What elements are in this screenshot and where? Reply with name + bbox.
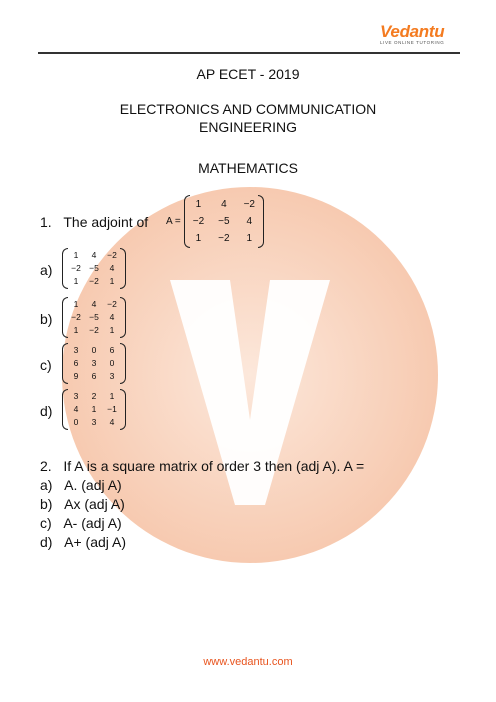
matrix-cell: 6 [73,358,79,368]
option-text: A. (adj A) [64,477,122,493]
matrix-cell: 4 [109,312,115,322]
question-number: 1. [40,214,52,230]
matrix-cell: 1 [73,299,79,309]
question-2 [40,458,364,474]
q2-option-a[interactable] [40,477,122,493]
matrix-cell: 6 [109,345,115,355]
matrix-cell: 6 [91,371,97,381]
matrix-cell: 3 [73,345,79,355]
option-label: a) [40,477,53,493]
section-title: MATHEMATICS [198,160,298,176]
q2-option-c[interactable] [40,515,122,531]
matrix-cell: −2 [218,233,230,244]
matrix-cell: −1 [107,404,117,414]
matrix-cell: 1 [109,391,115,401]
matrix [62,389,126,430]
q1-option-c-label: c) [40,357,52,373]
matrix-cell: 4 [73,404,79,414]
matrix-cell: 3 [91,358,97,368]
matrix-label: A = [166,216,181,227]
footer-link[interactable]: www.vedantu.com [203,656,293,668]
matrix-cell: 4 [246,216,253,227]
matrix-cell: −2 [89,325,99,335]
matrix-cell: 1 [195,233,202,244]
matrix-cell: 1 [73,276,79,286]
matrix-cell: 9 [73,371,79,381]
option-text: A- (adj A) [63,515,122,531]
matrix-cell: 4 [109,263,115,273]
matrix-cell: 2 [91,391,97,401]
matrix-cell: −2 [71,312,81,322]
matrix-grid [68,343,120,384]
option-text: Ax (adj A) [64,496,125,512]
matrix-cell: −2 [192,216,205,227]
matrix-cell: 1 [73,250,79,260]
option-text: A+ (adj A) [64,534,126,550]
vedantu-logo[interactable] [380,22,460,48]
question-1 [40,214,148,230]
matrix-cell: 4 [91,250,97,260]
exam-title: AP ECET - 2019 [196,66,300,82]
matrix-cell: −2 [107,250,117,260]
matrix-cell: 1 [246,233,253,244]
matrix-cell: 1 [91,404,97,414]
q1-option-d[interactable] [62,389,126,435]
question-1-matrix [166,195,264,248]
matrix [62,343,126,384]
matrix-cell: 3 [109,371,115,381]
matrix-cell: 0 [91,345,97,355]
q1-option-b[interactable] [62,297,126,343]
matrix-cell: 3 [73,391,79,401]
q1-option-b-label: b) [40,311,53,327]
matrix-cell: 4 [109,417,115,427]
matrix-grid [68,248,120,289]
q2-option-d[interactable] [40,534,126,550]
matrix-cell: −2 [107,299,117,309]
matrix-cell: −2 [89,276,99,286]
matrix-cell: −5 [89,263,99,273]
question-text: If A is a square matrix of order 3 then (adj A). A = [63,458,365,474]
matrix-grid [68,297,120,338]
matrix-cell: −2 [71,263,81,273]
matrix-cell: 1 [195,199,202,210]
q1-option-c[interactable] [62,343,126,389]
matrix [62,297,126,338]
option-label: c) [40,515,52,531]
question-text: The adjoint of [63,214,149,230]
header-divider [38,52,460,54]
q2-option-b[interactable] [40,496,125,512]
matrix-grid [190,195,258,248]
logo-text: Vedantu [380,22,445,41]
matrix-cell: 1 [73,325,79,335]
subject-title-line2: ENGINEERING [198,119,297,135]
option-label: d) [40,534,53,550]
matrix-cell: −5 [89,312,99,322]
matrix-cell: −5 [218,216,230,227]
matrix-cell: −2 [243,199,255,210]
option-label: b) [40,496,53,512]
question-number: 2. [40,458,52,474]
matrix-cell: 1 [109,325,115,335]
matrix-cell: 0 [109,358,115,368]
matrix-grid [68,389,120,430]
q1-option-d-label: d) [40,403,53,419]
q1-option-a-label: a) [40,262,53,278]
matrix-cell: 4 [221,199,227,210]
matrix-cell: 0 [73,417,79,427]
matrix-cell: 1 [109,276,115,286]
matrix [62,248,126,289]
matrix [184,195,264,248]
q1-option-a[interactable] [62,248,126,294]
matrix-cell: 4 [91,299,97,309]
logo-tagline: LIVE ONLINE TUTORING [380,40,445,45]
matrix-cell: 3 [91,417,97,427]
subject-title-line1: ELECTRONICS AND COMMUNICATION [119,101,377,117]
